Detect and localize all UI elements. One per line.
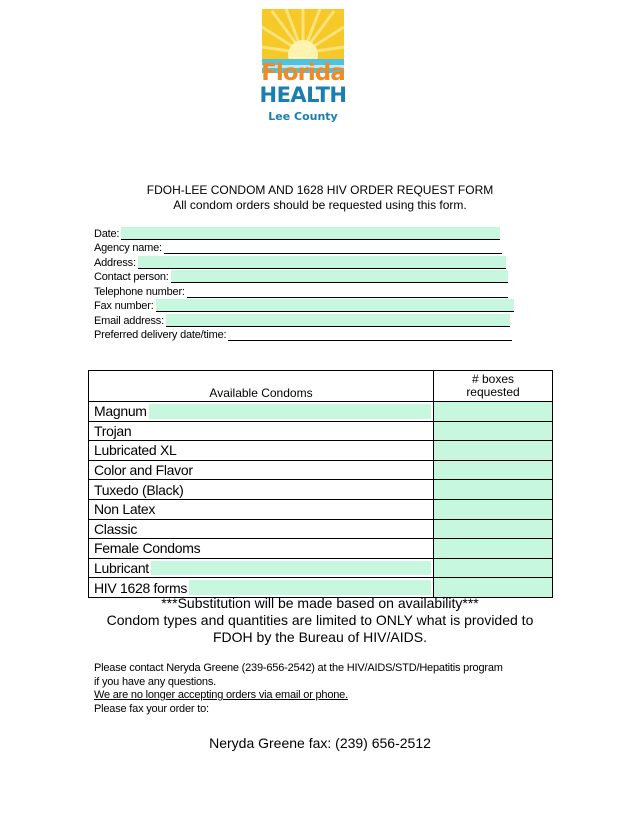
condom-order-table: [88, 370, 553, 598]
email-label: Email address:: [94, 314, 164, 327]
item-label: Color and Flavor: [94, 462, 193, 479]
item-name: [89, 441, 434, 461]
contact-person-field-row: [94, 269, 514, 284]
quantity-field[interactable]: [434, 499, 553, 519]
available-condoms-header: Available Condoms: [89, 371, 434, 402]
address-field[interactable]: [138, 256, 506, 269]
address-label: Address:: [94, 256, 136, 269]
item-name: [89, 499, 434, 519]
form-title: FDOH-LEE CONDOM AND 1628 HIV ORDER REQUEST FORM: [146, 183, 494, 197]
substitution-note: ***Substitution will be made based on availability***: [161, 595, 479, 611]
quantity-field[interactable]: [434, 421, 553, 441]
table-row: [89, 480, 553, 500]
telephone-field-row: [94, 283, 514, 298]
limit-note-line2: FDOH by the Bureau of HIV/AIDS.: [213, 629, 427, 645]
item-name: [89, 480, 434, 500]
item-name: [89, 558, 434, 578]
delivery-field[interactable]: [228, 328, 512, 341]
table-row: [89, 539, 553, 559]
table-row: [89, 558, 553, 578]
no-email-phone-notice: We are no longer accepting orders via email or phone.: [94, 689, 348, 701]
email-field-row: [94, 312, 514, 327]
telephone-label: Telephone number:: [94, 285, 185, 298]
email-field[interactable]: [166, 314, 510, 327]
boxes-requested-header: [434, 371, 553, 402]
date-field-row: [94, 225, 514, 240]
item-label: Lubricated XL: [94, 442, 177, 459]
agency-label: Agency name:: [94, 242, 162, 254]
telephone-field[interactable]: [187, 285, 508, 298]
logo-florida-text: Florida: [261, 60, 345, 86]
item-label: HIV 1628 forms: [94, 579, 188, 596]
item-fill: [151, 561, 431, 576]
logo-health-text: HEALTH: [259, 83, 347, 107]
table-row: [89, 421, 553, 441]
delivery-label: Preferred delivery date/time:: [94, 329, 227, 341]
item-label: Lubricant: [94, 560, 149, 577]
limit-note-line1: Condom types and quantities are limited to ONLY what is provided to: [106, 612, 534, 628]
quantity-field[interactable]: [434, 480, 553, 500]
item-fill: [149, 404, 431, 419]
table-header-row: [89, 371, 553, 402]
address-field-row: [94, 254, 514, 269]
fax-instruction: Please fax your order to:: [94, 702, 209, 715]
logo-county-text: Lee County: [268, 110, 338, 123]
contact-line-1: Please contact Neryda Greene (239-656-2542) at the HIV/AIDS/STD/Hepatitis program: [94, 662, 503, 674]
contact-person-label: Contact person:: [94, 271, 169, 283]
table-row: [89, 499, 553, 519]
fax-label: Fax number:: [94, 300, 154, 312]
date-label: Date:: [94, 227, 120, 240]
item-name: [89, 460, 434, 480]
item-name: [89, 539, 434, 559]
quantity-field[interactable]: [434, 441, 553, 461]
fax-field[interactable]: [156, 299, 514, 312]
item-label: Magnum: [94, 403, 147, 420]
fax-number: Neryda Greene fax: (239) 656-2512: [209, 735, 431, 751]
form-subtitle: All condom orders should be requested using this form.: [173, 198, 467, 212]
quantity-field[interactable]: [434, 402, 553, 422]
date-field[interactable]: [121, 227, 500, 240]
item-label: Female Condoms: [94, 540, 201, 557]
table-row: [89, 402, 553, 422]
contact-line-2: if you have any questions.: [94, 675, 216, 688]
quantity-field[interactable]: [434, 460, 553, 480]
quantity-field[interactable]: [434, 539, 553, 559]
contact-fields: [94, 225, 514, 341]
table-row: [89, 441, 553, 461]
boxes-header-line1: # boxes: [471, 372, 515, 386]
boxes-header-line2: requested: [466, 385, 520, 399]
agency-field[interactable]: [164, 241, 502, 254]
item-label: Classic: [94, 520, 138, 537]
delivery-field-row: [94, 327, 514, 342]
contact-person-field[interactable]: [171, 270, 508, 283]
item-fill: [189, 580, 431, 595]
contact-info: [94, 662, 554, 716]
item-label: Trojan: [94, 422, 132, 439]
agency-field-row: [94, 240, 514, 255]
quantity-field[interactable]: [434, 558, 553, 578]
florida-health-logo: [258, 9, 348, 125]
item-label: Tuxedo (Black): [94, 481, 184, 498]
quantity-field[interactable]: [434, 519, 553, 539]
fax-field-row: [94, 298, 514, 313]
item-name: [89, 402, 434, 422]
item-label: Non Latex: [94, 501, 156, 518]
item-name: [89, 519, 434, 539]
table-row: [89, 519, 553, 539]
table-row: [89, 460, 553, 480]
item-name: [89, 421, 434, 441]
